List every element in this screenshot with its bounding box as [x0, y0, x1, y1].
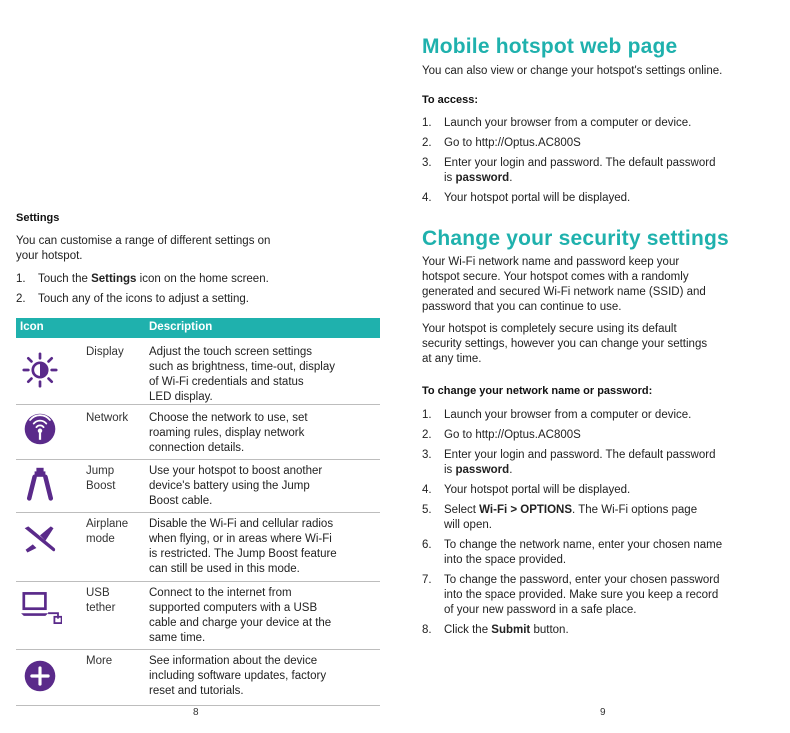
change-heading: To change your network name or password: — [422, 385, 653, 397]
list-item: 4. Your hotspot portal will be displayed. — [422, 484, 631, 496]
row-description: Adjust the touch screen settings such as brightness, time-out, display of Wi-Fi credentials and status LED display. — [149, 346, 336, 403]
web-page-intro: You can also view or change your hotspot's settings online. — [422, 65, 723, 77]
settings-intro: You can customise a range of different settings on your hotspot. — [16, 235, 271, 262]
airplane-icon — [18, 521, 62, 557]
col-description-header: Description — [149, 321, 213, 333]
row-name: Airplane mode — [86, 518, 129, 545]
row-name: USB tether — [86, 587, 116, 614]
list-item: 3. Enter your login and password. The default password is password. — [422, 449, 716, 476]
list-item: 3. Enter your login and password. The default password is password. — [422, 157, 716, 184]
table-header — [16, 318, 380, 338]
settings-heading: Settings — [16, 212, 60, 224]
page-number-right: 9 — [600, 707, 606, 718]
table-row — [16, 650, 380, 706]
list-item: 8. Click the Submit button. — [422, 624, 569, 636]
section-title-security: Change your security settings — [422, 227, 729, 250]
usb-laptop-icon — [18, 588, 62, 624]
list-item: 1. Touch the Settings icon on the home screen. — [16, 273, 269, 285]
security-para-2: Your hotspot is completely secure using its default security settings, however you can change your settings at any time. — [422, 323, 708, 365]
table-row — [16, 405, 380, 460]
access-heading: To access: — [422, 94, 479, 106]
settings-table — [16, 318, 380, 706]
table-row — [16, 338, 380, 405]
plus-circle-icon — [18, 658, 62, 694]
row-description: Use your hotspot to boost another device's battery using the Jump Boost cable. — [149, 465, 323, 507]
change-steps — [422, 408, 778, 638]
list-item: 2. Go to http://Optus.AC800S — [422, 429, 581, 441]
list-item: 1. Launch your browser from a computer or device. — [422, 409, 692, 421]
row-name: More — [86, 655, 113, 667]
row-name: Network — [86, 412, 129, 424]
row-description: Disable the Wi-Fi and cellular radios when flying, or in areas where Wi-Fi is restricted. The Jump Boost feature can still be used in this mode. — [149, 518, 337, 575]
col-icon-header: Icon — [20, 321, 44, 333]
table-row — [16, 460, 380, 513]
page-number-left: 8 — [193, 707, 199, 718]
row-description: See information about the device including software updates, factory reset and tutorials. — [149, 655, 327, 697]
list-item: 6. To change the network name, enter your chosen name into the space provided. — [422, 539, 723, 566]
row-description: Choose the network to use, set roaming rules, display network connection details. — [149, 412, 308, 454]
list-item: 2. Touch any of the icons to adjust a setting. — [16, 293, 249, 305]
network-signal-icon — [18, 411, 62, 447]
row-name: Display — [86, 346, 124, 358]
list-item: 5. Select Wi-Fi > OPTIONS. The Wi-Fi options page will open. — [422, 504, 698, 531]
jump-boost-cable-icon — [18, 466, 62, 502]
list-item: 2. Go to http://Optus.AC800S — [422, 137, 581, 149]
table-row — [16, 513, 380, 582]
settings-steps — [16, 272, 380, 307]
display-sun-icon — [18, 352, 62, 388]
row-name: Jump Boost — [86, 465, 116, 492]
list-item: 1. Launch your browser from a computer or device. — [422, 117, 692, 129]
list-item: 7. To change the password, enter your chosen password into the space provided. Make sure you keep a record of your new password in a safe place. — [422, 574, 720, 616]
table-row — [16, 582, 380, 650]
list-item: 4. Your hotspot portal will be displayed. — [422, 192, 631, 204]
row-description: Connect to the internet from supported computers with a USB cable and charge your device at the same time. — [149, 587, 332, 644]
security-para-1: Your Wi-Fi network name and password keep your hotspot secure. Your hotspot comes with a randomly generated and secured Wi-Fi network name (SSID) and password that you can continue to use. — [422, 256, 706, 313]
access-steps — [422, 116, 778, 206]
section-title-web-page: Mobile hotspot web page — [422, 35, 678, 58]
